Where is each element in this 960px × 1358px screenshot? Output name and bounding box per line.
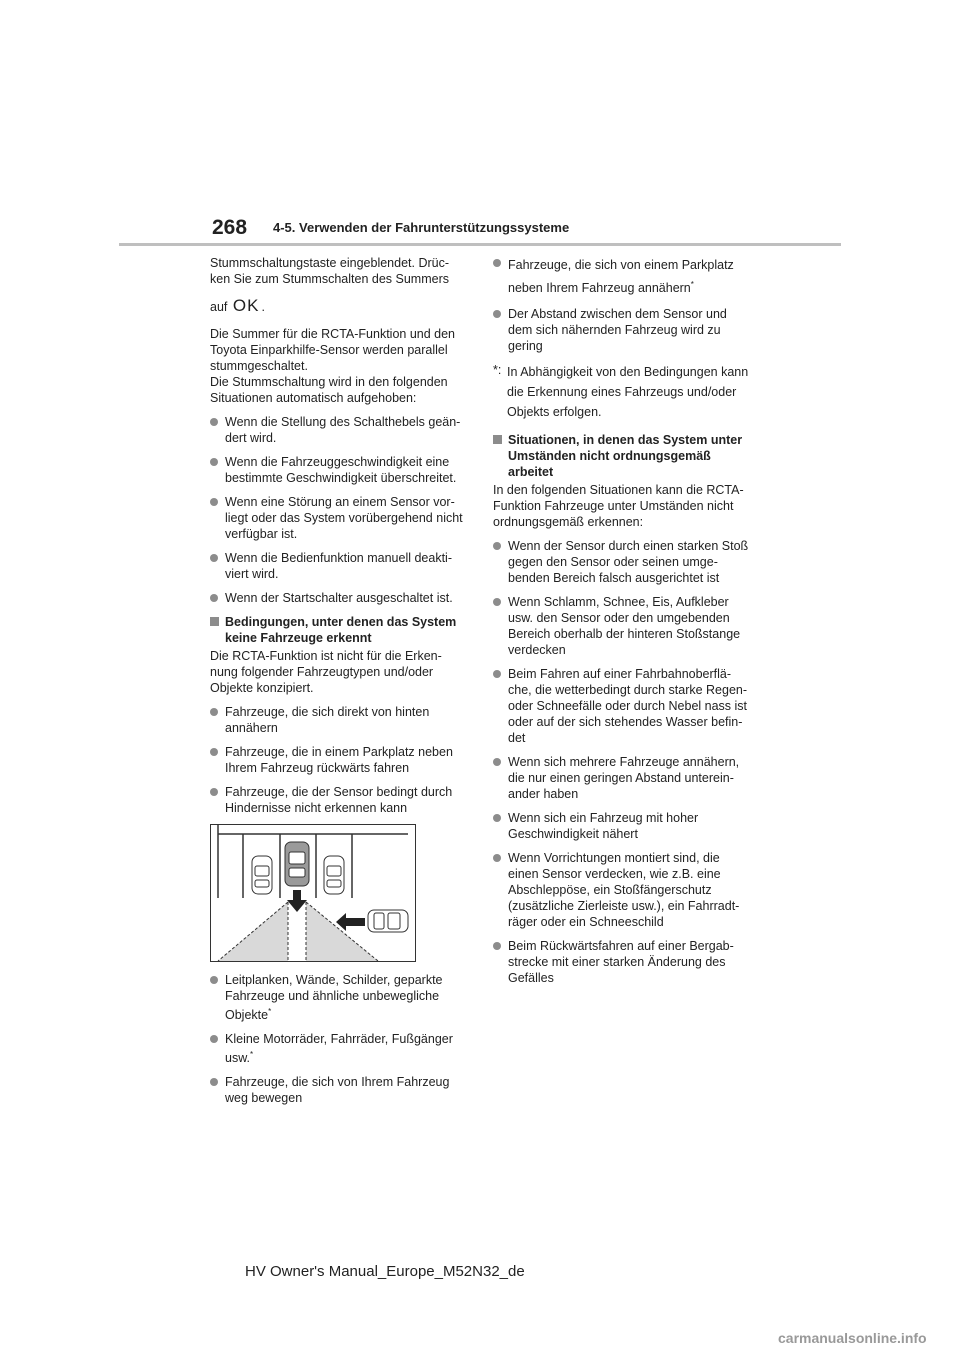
malfunction-intro-paragraph: In den folgenden Situationen kann die RCTA-Funktion Fahrzeuge unter Umständen nicht ordnungsgemäß erkennen: [493,483,744,530]
own-vehicle [285,842,309,886]
list-item: Beim Fahren auf einer Fahrbahnoberflä-che, die wetterbedingt durch starke Regen- oder Schneefälle oder durch Nebel nass ist oder auf der sich stehendes Wasser befin-det [493,666,751,746]
rcta-parking-diagram [210,824,416,962]
list-item: Beim Rückwärtsfahren auf einer Bergab-strecke mit einer starken Änderung des Gefälles [493,938,751,986]
section-title: 4-5. Verwenden der Fahrunterstützungssysteme [273,220,570,235]
ok-button-symbol: OK [232,296,260,315]
right-column [493,255,751,994]
mute-cancel-paragraph: Die Stummschaltung wird in den folgenden Situationen automatisch aufgehoben: [210,375,448,405]
footnote-text: In Abhängigkeit von den Bedingungen kann die Erkennung eines Fahrzeugs und/oder Objekts erfolgen. [507,365,749,420]
list-item: Fahrzeuge, die der Sensor bedingt durch Hindernisse nicht erkennen kann [210,784,468,816]
approaching-car [368,910,408,932]
list-item: Wenn der Startschalter ausgeschaltet ist. [210,590,468,606]
list-item: Wenn sich ein Fahrzeug mit hoher Geschwindigkeit nähert [493,810,751,842]
list-item: Wenn sich mehrere Fahrzeuge annähern, die nur einen geringen Abstand unterein-ander haben [493,754,751,802]
ok-period: . [261,300,265,314]
list-item: Der Abstand zwischen dem Sensor und dem sich nähernden Fahrzeug wird zu gering [493,306,751,354]
left-column [210,255,468,1114]
list-item: Wenn der Sensor durch einen starken Stoß gegen den Sensor oder seinen umge-benden Bereich falsch ausgerichtet ist [493,538,751,586]
list-item: Wenn Schlamm, Schnee, Eis, Aufkleber usw. den Sensor oder den umgebenden Bereich oberhalb der hinteren Stoßstange verdecken [493,594,751,658]
list-item: Leitplanken, Wände, Schilder, geparkte Fahrzeuge und ähnliche unbewegliche Objekte* [210,972,468,1023]
list-item: Wenn Vorrichtungen montiert sind, die einen Sensor verdecken, wie z.B. eine Abschleppöse, ein Stoßfängerschutz (zusätzliche Zierleiste usw.), ein Fahrradt-räger oder ein Schneeschild [493,850,751,930]
list-item: Fahrzeuge, die in einem Parkplatz neben Ihrem Fahrzeug rückwärts fahren [210,744,468,776]
list-item: Fahrzeuge, die sich direkt von hinten annähern [210,704,468,736]
parked-car-right [324,856,344,894]
list-item: Wenn eine Störung an einem Sensor vor-liegt oder das System vorübergehend nicht verfügbar ist. [210,494,468,542]
rcta-not-designed-paragraph: Die RCTA-Funktion ist nicht für die Erken-nung folgender Fahrzeugtypen und/oder Objekte konzipiert. [210,649,442,695]
footnote-asterisk: * [268,1007,272,1016]
mute-intro-paragraph [210,255,468,287]
mute-ok-line [210,295,468,318]
buzzer-parallel-paragraph: Die Summer für die RCTA-Funktion und den Toyota Einparkhilfe-Sensor werden parallel stummgeschaltet. [210,327,456,373]
list-item: Fahrzeuge, die sich von einem Parkplatz neben Ihrem Fahrzeug annähern* [493,255,751,298]
watermark: carmanualsonline.info [778,1330,927,1346]
auf-text: auf [210,300,228,314]
footnote-asterisk: * [690,280,694,289]
footnote [493,362,751,422]
footer-manual-id: HV Owner's Manual_Europe_M52N32_de [245,1263,525,1280]
header-divider [119,243,841,246]
list-item: Kleine Motorräder, Fahrräder, Fußgänger usw.* [210,1031,468,1066]
list-item: Wenn die Stellung des Schalthebels geän-dert wird. [210,414,468,446]
footnote-mark: *: [493,363,502,378]
section-heading-no-detection: Bedingungen, unter denen das System keine Fahrzeuge erkennt [210,614,468,646]
list-item: Fahrzeuge, die sich von Ihrem Fahrzeug weg bewegen [210,1074,468,1106]
section-heading-malfunction: Situationen, in denen das System unter Umständen nicht ordnungsgemäß arbeitet [493,432,751,480]
footnote-asterisk: * [250,1050,254,1060]
mute-intro-text: Stummschaltungstaste eingeblendet. Drüc-ken Sie zum Stummschalten des Summers [210,256,450,286]
page-number: 268 [212,216,248,239]
list-item: Wenn die Bedienfunktion manuell deakti-viert wird. [210,550,468,582]
list-item: Wenn die Fahrzeuggeschwindigkeit eine bestimmte Geschwindigkeit überschreitet. [210,454,468,486]
parked-car-left [252,856,272,894]
